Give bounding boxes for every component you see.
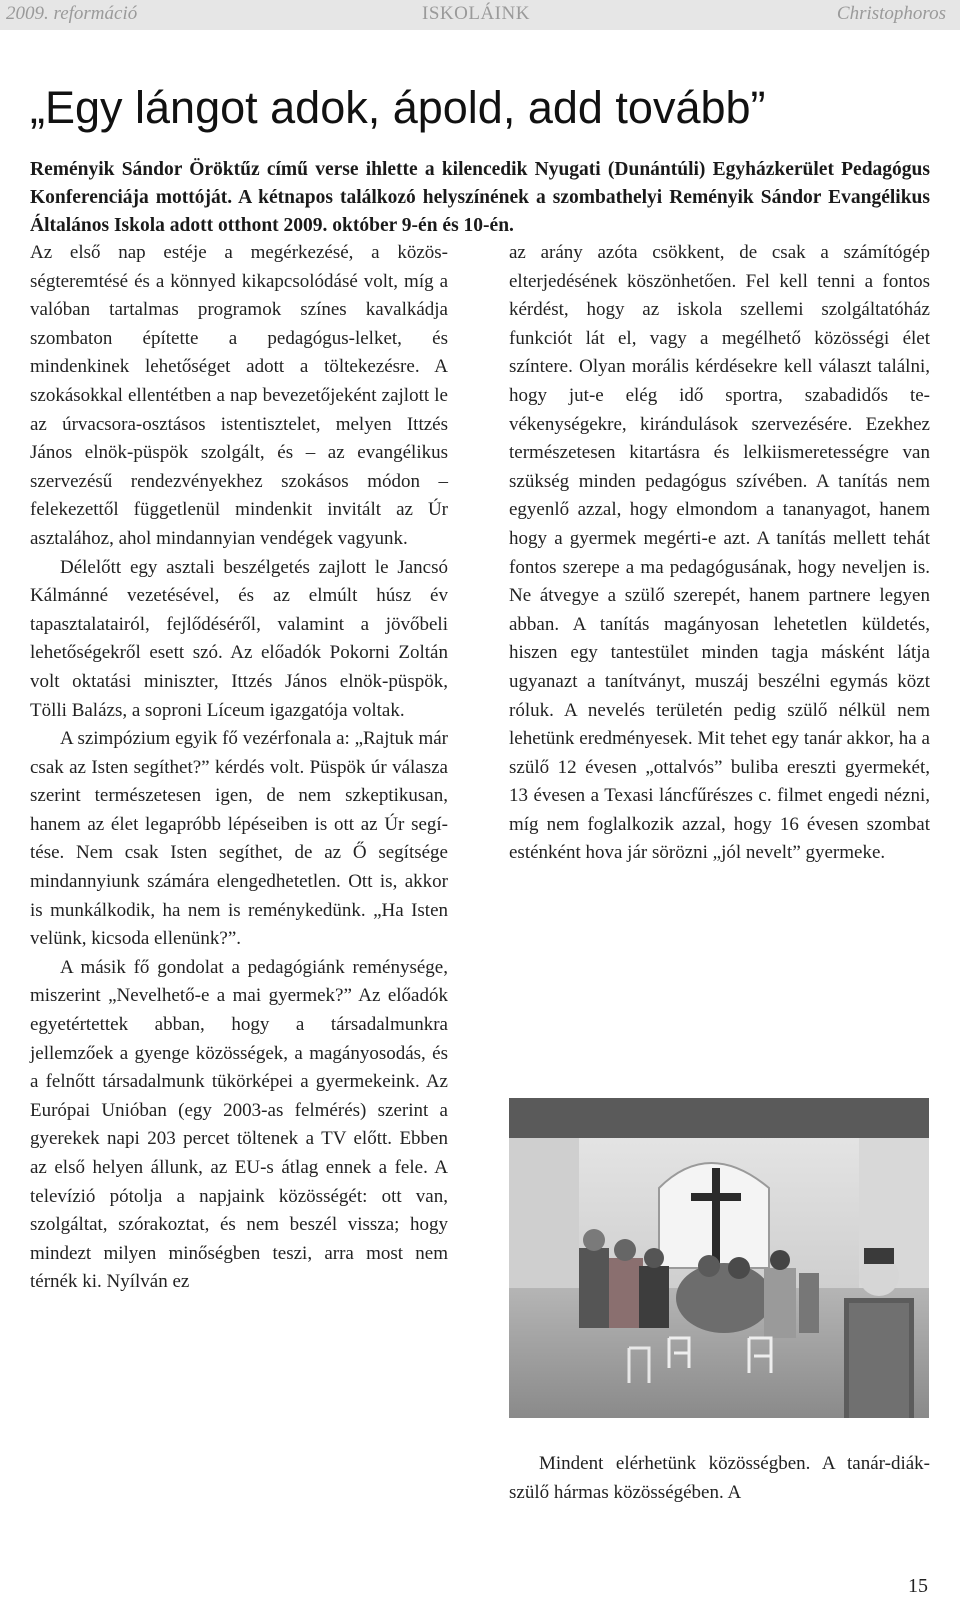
paragraph: A szimpózium egyik fő vezérfonala a: „Rajtuk már csak az Isten segíthet?” kérdés volt. Püspök úr válasza szerint természetesen igen, de nem szkeptikusan, hanem az élet legapróbb lépéseiben is ott az Úr segítése. Nem csak Isten segíthet, de az Ő segítsége mindannyiunk számára elengedhetetlen. Ott is, akkor is munkálkodik, ha nem is reménykedünk. „Ha Isten velünk, kicsoda ellenünk?”. — [30, 728, 448, 950]
article-photo — [509, 1098, 929, 1418]
paragraph: A másik fő gondolat a pedagógiánk reménysége, miszerint „Nevelhető-e a mai gyermek?” Az előadók egyetértettek abban, hogy a társadalmunkra jellemzőek a gyenge közösségek, a magányosodás, és a felnőtt társadalmunk tükörképei a gyermekeink. Az Európai Unióban (egy 2003-as felmérés) szerint a gyerekek napi 203 percet töltenek a TV előtt. Ebben az első helyen állunk, az EU-s átlag ennek a fele. A televízió pótolja a napjaink közösségét: ott van, szolgáltat, szórakoztat, és nem beszél vissza; hogy mindezt milyen minőségben teszi, arra most nem térnék ki. Nyílván ez — [30, 956, 448, 1293]
running-header — [0, 0, 960, 30]
paragraph: Délelőtt egy asztali beszélgetés zajlott le Jancsó Kálmánné vezetésével, és az elmúlt húsz év tapasztalatairól, fejlődéséről, valamint a jövőbeli lehetőségekről esett szó. Az előadók Pokorni Zoltán volt oktatási miniszter, Ittzés János elnök-püspök, Tölli Balázs, a soproni Líceum igazgatója voltak. — [30, 556, 448, 721]
paragraph: Az első nap estéje a megérkezésé, a közösségteremtésé és a könnyed kikapcsolódásé volt, míg a valóban tartalmas programok színes kavalkádja szombaton építette a pedagógus-lelket, és mindenkinek lehetőséget adott a töltekezésre. A szokásokkal ellentétben a nap bevezetőjeként zajlott le az úrvacsora-osztásos istentisztelet, melyen Ittzés János elnök-püspök szolgált, és – az evangélikus szervezésű rendezvényekhez szokásos módon – felekezettől függetlenül mindenkit invitált az Úr asztalához, ahol mindannyian vendégek vagyunk. — [30, 242, 448, 549]
page-number: 15 — [908, 1575, 928, 1597]
article-title: „Egy lángot adok, ápold, add tovább” — [30, 82, 766, 133]
header-rubric: ISKOLÁINK — [422, 3, 530, 24]
header-section-label: 2009. reformáció — [6, 3, 138, 24]
right-column — [509, 239, 930, 868]
header-publication-name: Christophoros — [836, 3, 946, 24]
photo-illustration — [509, 1098, 929, 1418]
left-column — [30, 239, 448, 1297]
article-lead: Reményik Sándor Öröktűz című verse ihlette a kilencedik Nyugati (Dunántúli) Egyházkerület Pedagógus Konferenciája mottóját. A kétnapos találkozó helyszínének a szombathelyi Reményik Sándor Evangélikus Általános Iskola adott otthont 2009. október 9-én és 10-én. — [30, 159, 930, 236]
paragraph: az arány azóta csökkent, de csak a számítógép elterjedésének köszönhetően. Fel kell tenni a fontos kérdést, hogy az iskola szellemi szolgáltatóház funkciót lát el, vagy a megélhető közösségi élet színtere. Olyan morális kérdésekre kell választ találni, hogy jut-e elég idő sportra, szabadidős tevékenységekre, kirándulások szervezésére. Ezekhez természetesen kitartásra és lelkiismeretességre van szükség minden pedagógus szívében. A tanítás nem egyenlő azzal, hogy elmondom a tananyagot, hanem hogy a gyermek megérti-e azt. A tanítás mellett tehát fontos szerepe a ma pedagógusának, hogy neveljen is. Ne átvegye a szülő szerepét, hanem partnere legyen abban. A tanítás magányosan lehetetlen küldetés, hiszen egy tantestület minden tagja másként látja ugyanazt a tanítványt, muszáj beszélni egymás közt róluk. A nevelés területén pedig szülő nélkül nem lehetünk eredményesek. Mit tehet egy tanár akkor, ha a szülő 12 évesen „ottalvós” buliba ereszti gyermekét, 13 évesen a Texasi láncfűrészes c. filmet engedi nézni, míg nem foglalkozik azzal, hogy 16 évesen szombat esténként hova jár sörözni „jól nevelt” gyermeke. — [509, 242, 930, 864]
paragraph: Mindent elérhetünk közösségben. A tanár-diák-szülő hármas közösségében. A — [509, 1453, 930, 1503]
